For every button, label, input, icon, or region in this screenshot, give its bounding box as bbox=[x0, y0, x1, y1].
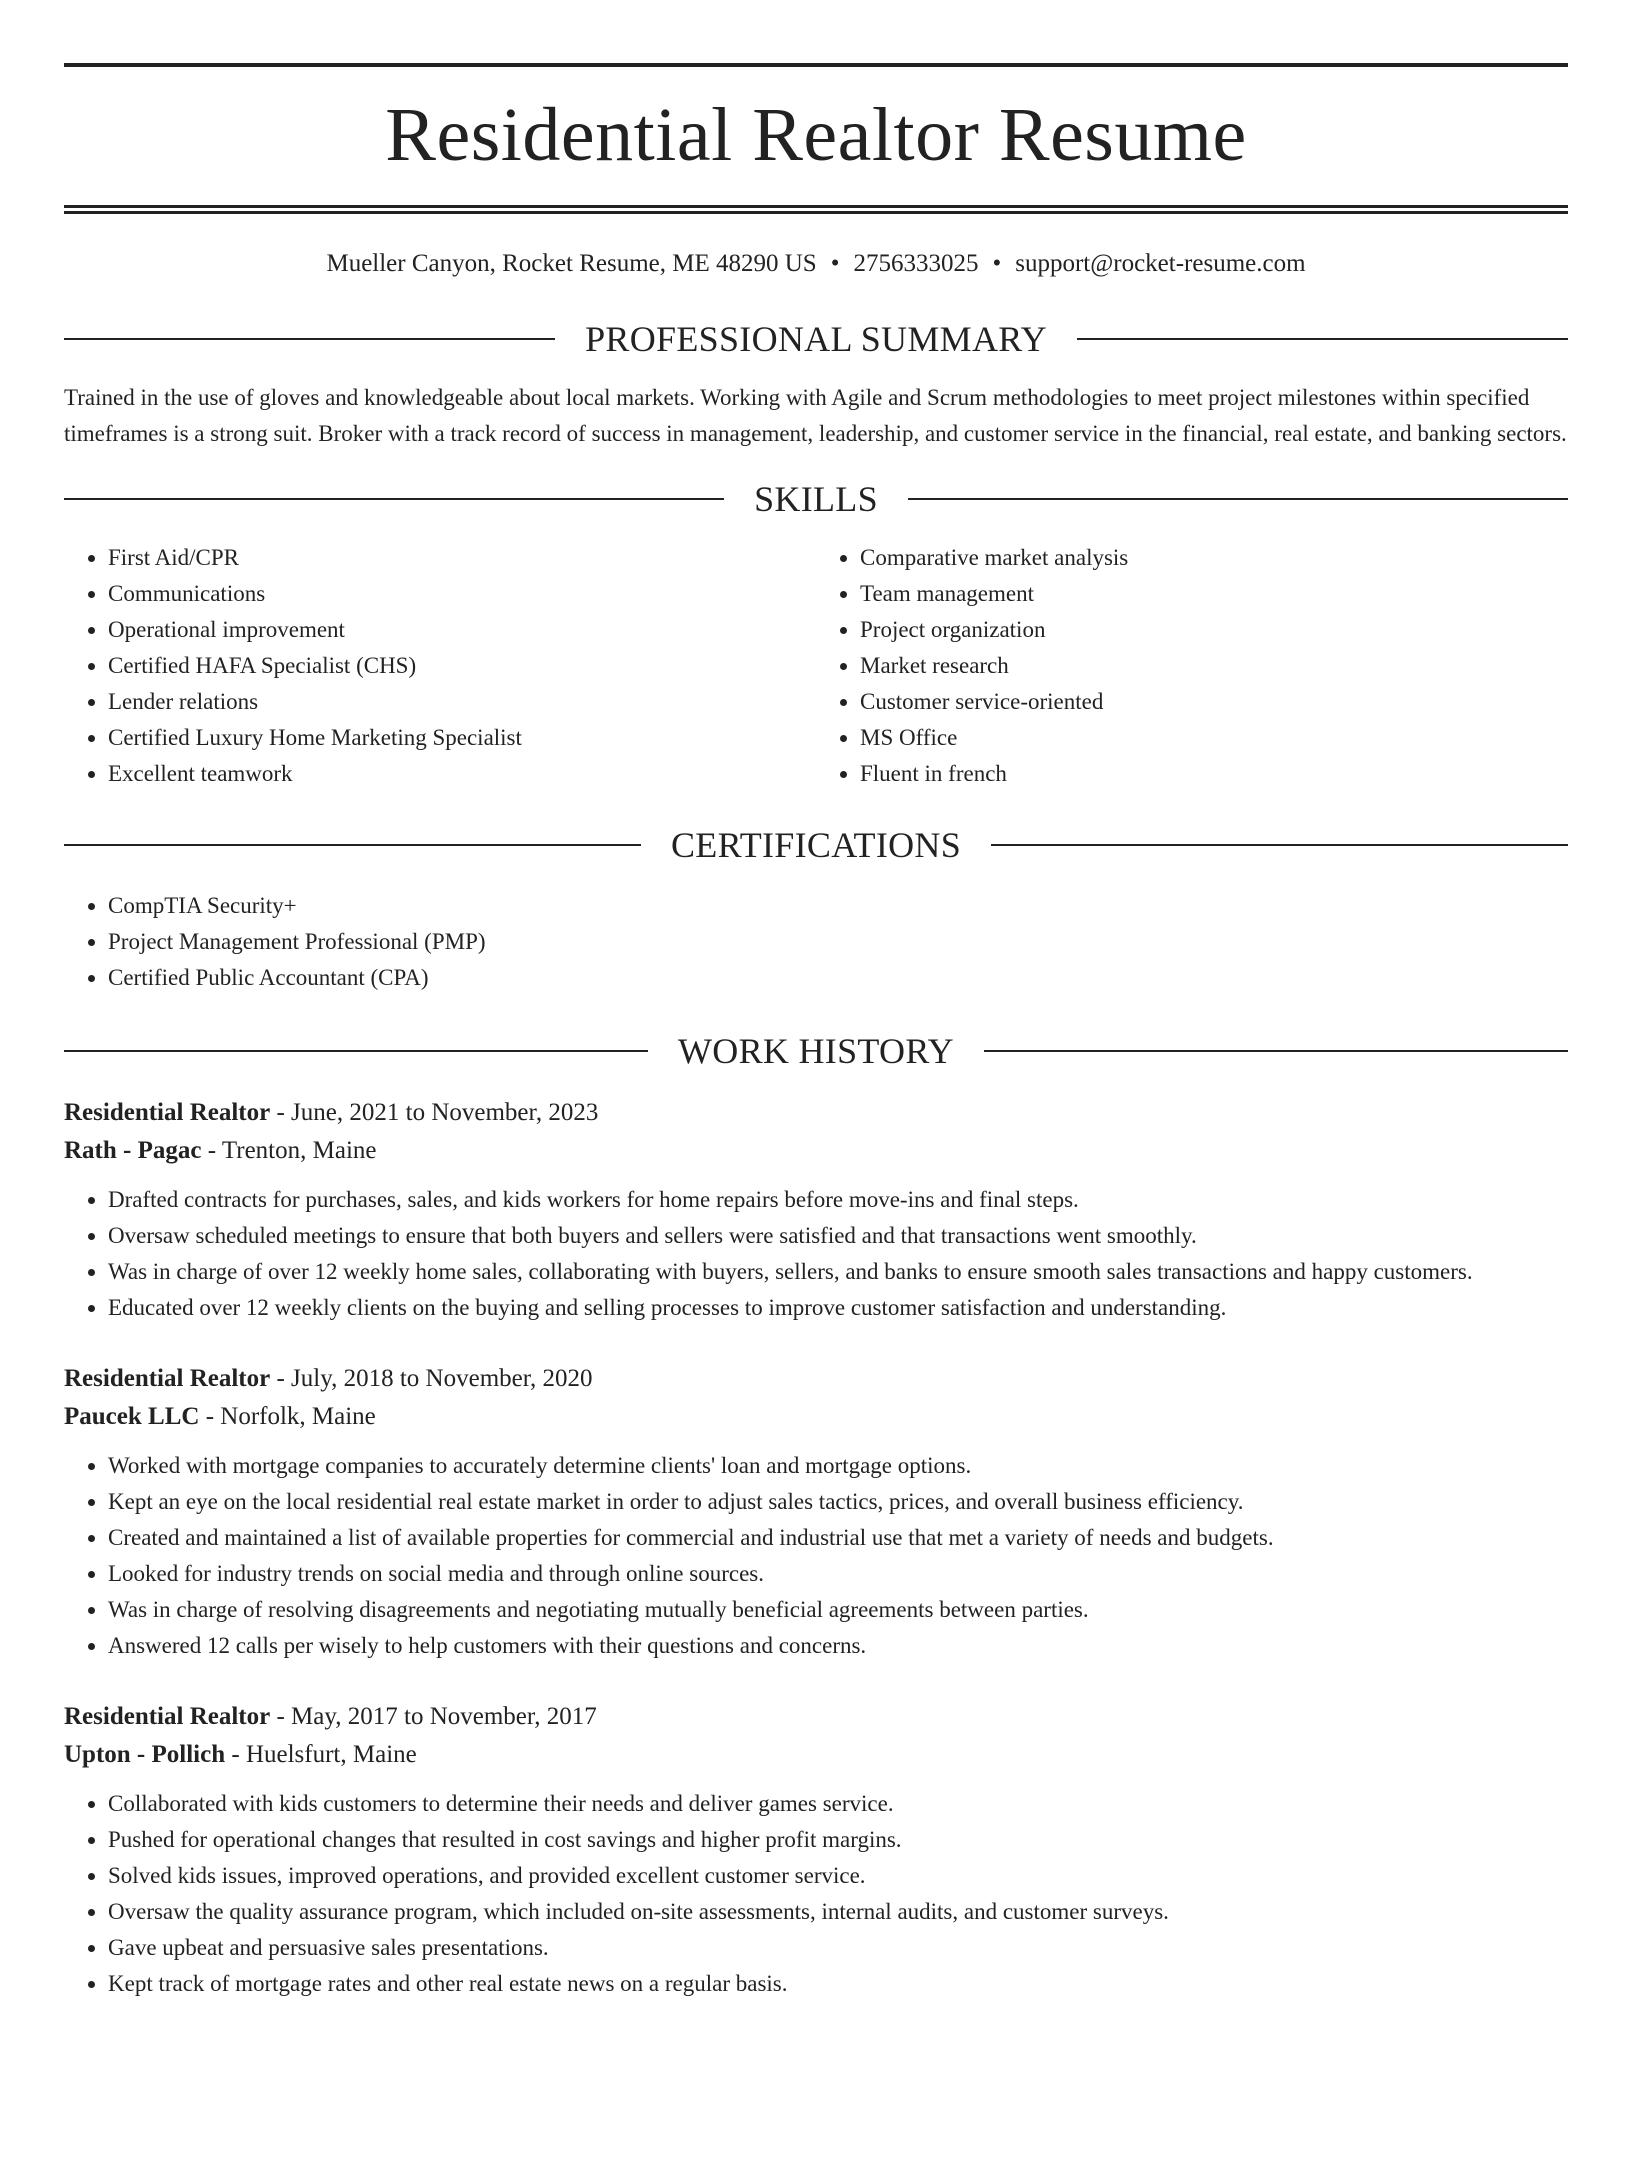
heading-rule-left bbox=[64, 1050, 648, 1052]
skills-list-right bbox=[816, 540, 1568, 792]
heading-rule-left bbox=[64, 498, 724, 500]
job-company: Rath - Pagac bbox=[64, 1137, 202, 1164]
job-entry bbox=[64, 1698, 1568, 2002]
top-rule bbox=[64, 63, 1568, 67]
job-bullet: • Kept an eye on the local residential real estate market in order to adjust sales tactics, prices, and overall business efficiency. bbox=[108, 1484, 1568, 1520]
skill-item: • Fluent in french bbox=[860, 756, 1568, 792]
skill-item: • MS Office bbox=[860, 720, 1568, 756]
contact-separator: • bbox=[830, 250, 840, 277]
job-bullet: • Solved kids issues, improved operations, and provided excellent customer service. bbox=[108, 1858, 1568, 1894]
skill-item: • Communications bbox=[108, 576, 816, 612]
work-heading: WORK HISTORY bbox=[678, 1031, 954, 1071]
contact-phone: 2756333025 bbox=[853, 250, 979, 277]
job-title-line: Residential Realtor - July, 2018 to November, 2020 bbox=[64, 1365, 593, 1392]
certifications-heading-row bbox=[64, 824, 1568, 866]
job-bullet: • Pushed for operational changes that resulted in cost savings and higher profit margins. bbox=[108, 1822, 1568, 1858]
title-double-rule bbox=[64, 205, 1568, 214]
job-company-line: Paucek LLC - Norfolk, Maine bbox=[64, 1403, 376, 1430]
skills-columns bbox=[64, 540, 1568, 792]
contact-separator: • bbox=[992, 250, 1002, 277]
job-dates: June, 2021 to November, 2023 bbox=[291, 1099, 599, 1126]
job-company: Upton - Pollich bbox=[64, 1741, 226, 1768]
job-bullet: • Drafted contracts for purchases, sales, and kids workers for home repairs before move-ins and final steps. bbox=[108, 1182, 1568, 1218]
job-entry bbox=[64, 1360, 1568, 1664]
job-dates: May, 2017 to November, 2017 bbox=[291, 1703, 597, 1730]
heading-rule-left bbox=[64, 844, 641, 846]
skill-item: • Certified Luxury Home Marketing Specialist bbox=[108, 720, 816, 756]
job-bullet: • Collaborated with kids customers to determine their needs and deliver games service. bbox=[108, 1786, 1568, 1822]
job-bullets bbox=[64, 1786, 1568, 2002]
skill-item: • Project organization bbox=[860, 612, 1568, 648]
work-heading-row bbox=[64, 1030, 1568, 1072]
job-bullet: • Answered 12 calls per wisely to help customers with their questions and concerns. bbox=[108, 1628, 1568, 1664]
job-company: Paucek LLC bbox=[64, 1403, 200, 1430]
job-role: Residential Realtor bbox=[64, 1365, 271, 1392]
skill-item: • Customer service-oriented bbox=[860, 684, 1568, 720]
heading-rule-right bbox=[908, 498, 1568, 500]
job-dates: July, 2018 to November, 2020 bbox=[291, 1365, 593, 1392]
skill-item: • Market research bbox=[860, 648, 1568, 684]
job-bullet: • Oversaw scheduled meetings to ensure that both buyers and sellers were satisfied and that transactions went smoothly. bbox=[108, 1218, 1568, 1254]
job-bullets bbox=[64, 1448, 1568, 1664]
job-bullet: • Looked for industry trends on social media and through online sources. bbox=[108, 1556, 1568, 1592]
certifications-heading: CERTIFICATIONS bbox=[670, 825, 962, 865]
contact-line bbox=[64, 248, 1568, 280]
skill-item: • Comparative market analysis bbox=[860, 540, 1568, 576]
job-bullet: • Educated over 12 weekly clients on the buying and selling processes to improve customer satisfaction and understanding. bbox=[108, 1290, 1568, 1326]
job-bullet: • Worked with mortgage companies to accurately determine clients' loan and mortgage options. bbox=[108, 1448, 1568, 1484]
job-bullet: • Was in charge of over 12 weekly home sales, collaborating with buyers, sellers, and banks to ensure smooth sales transactions and happy customers. bbox=[108, 1254, 1568, 1290]
work-history-list bbox=[64, 1094, 1568, 2002]
job-location: Huelsfurt, Maine bbox=[245, 1741, 417, 1768]
job-entry bbox=[64, 1094, 1568, 1326]
job-title-line: Residential Realtor - June, 2021 to November, 2023 bbox=[64, 1099, 599, 1126]
contact-email[interactable]: support@rocket-resume.com bbox=[1015, 250, 1306, 277]
job-role: Residential Realtor bbox=[64, 1703, 271, 1730]
job-bullet: • Created and maintained a list of available properties for commercial and industrial use that met a variety of needs and budgets. bbox=[108, 1520, 1568, 1556]
heading-rule-right bbox=[991, 844, 1568, 846]
job-role: Residential Realtor bbox=[64, 1099, 271, 1126]
job-bullet: • Gave upbeat and persuasive sales presentations. bbox=[108, 1930, 1568, 1966]
summary-heading-row bbox=[64, 318, 1568, 360]
job-bullet: • Oversaw the quality assurance program, which included on-site assessments, internal audits, and customer surveys. bbox=[108, 1894, 1568, 1930]
skill-item: • Excellent teamwork bbox=[108, 756, 816, 792]
heading-rule-right bbox=[1077, 338, 1568, 340]
resume-title: Residential Realtor Resume bbox=[385, 93, 1247, 177]
skill-item: • Lender relations bbox=[108, 684, 816, 720]
skill-item: • Operational improvement bbox=[108, 612, 816, 648]
job-bullet: • Was in charge of resolving disagreements and negotiating mutually beneficial agreements between parties. bbox=[108, 1592, 1568, 1628]
skill-item: • Certified HAFA Specialist (CHS) bbox=[108, 648, 816, 684]
job-location: Trenton, Maine bbox=[221, 1137, 377, 1164]
job-bullet: • Kept track of mortgage rates and other real estate news on a regular basis. bbox=[108, 1966, 1568, 2002]
job-company-line: Rath - Pagac - Trenton, Maine bbox=[64, 1137, 377, 1164]
certification-item: • CompTIA Security+ bbox=[108, 888, 1568, 924]
skills-list-left bbox=[64, 540, 816, 792]
contact-address: Mueller Canyon, Rocket Resume, ME 48290 US bbox=[326, 250, 817, 277]
skill-item: • First Aid/CPR bbox=[108, 540, 816, 576]
heading-rule-right bbox=[984, 1050, 1568, 1052]
skills-heading: SKILLS bbox=[754, 479, 878, 519]
certifications-list bbox=[64, 888, 1568, 996]
job-title-line: Residential Realtor - May, 2017 to November, 2017 bbox=[64, 1703, 597, 1730]
skills-heading-row bbox=[64, 478, 1568, 520]
certification-item: • Project Management Professional (PMP) bbox=[108, 924, 1568, 960]
job-bullets bbox=[64, 1182, 1568, 1326]
certification-item: • Certified Public Accountant (CPA) bbox=[108, 960, 1568, 996]
job-company-line: Upton - Pollich - Huelsfurt, Maine bbox=[64, 1741, 417, 1768]
heading-rule-left bbox=[64, 338, 555, 340]
skill-item: • Team management bbox=[860, 576, 1568, 612]
job-location: Norfolk, Maine bbox=[220, 1403, 376, 1430]
summary-text: Trained in the use of gloves and knowledgeable about local markets. Working with Agile and Scrum methodologies to meet project milestones within specified timeframes is a strong suit. Broker with a track record of success in management, leadership, and customer service in the financial, real estate, and banking sectors. bbox=[64, 385, 1567, 446]
resume-page bbox=[0, 63, 1632, 2175]
summary-heading: PROFESSIONAL SUMMARY bbox=[585, 319, 1047, 359]
